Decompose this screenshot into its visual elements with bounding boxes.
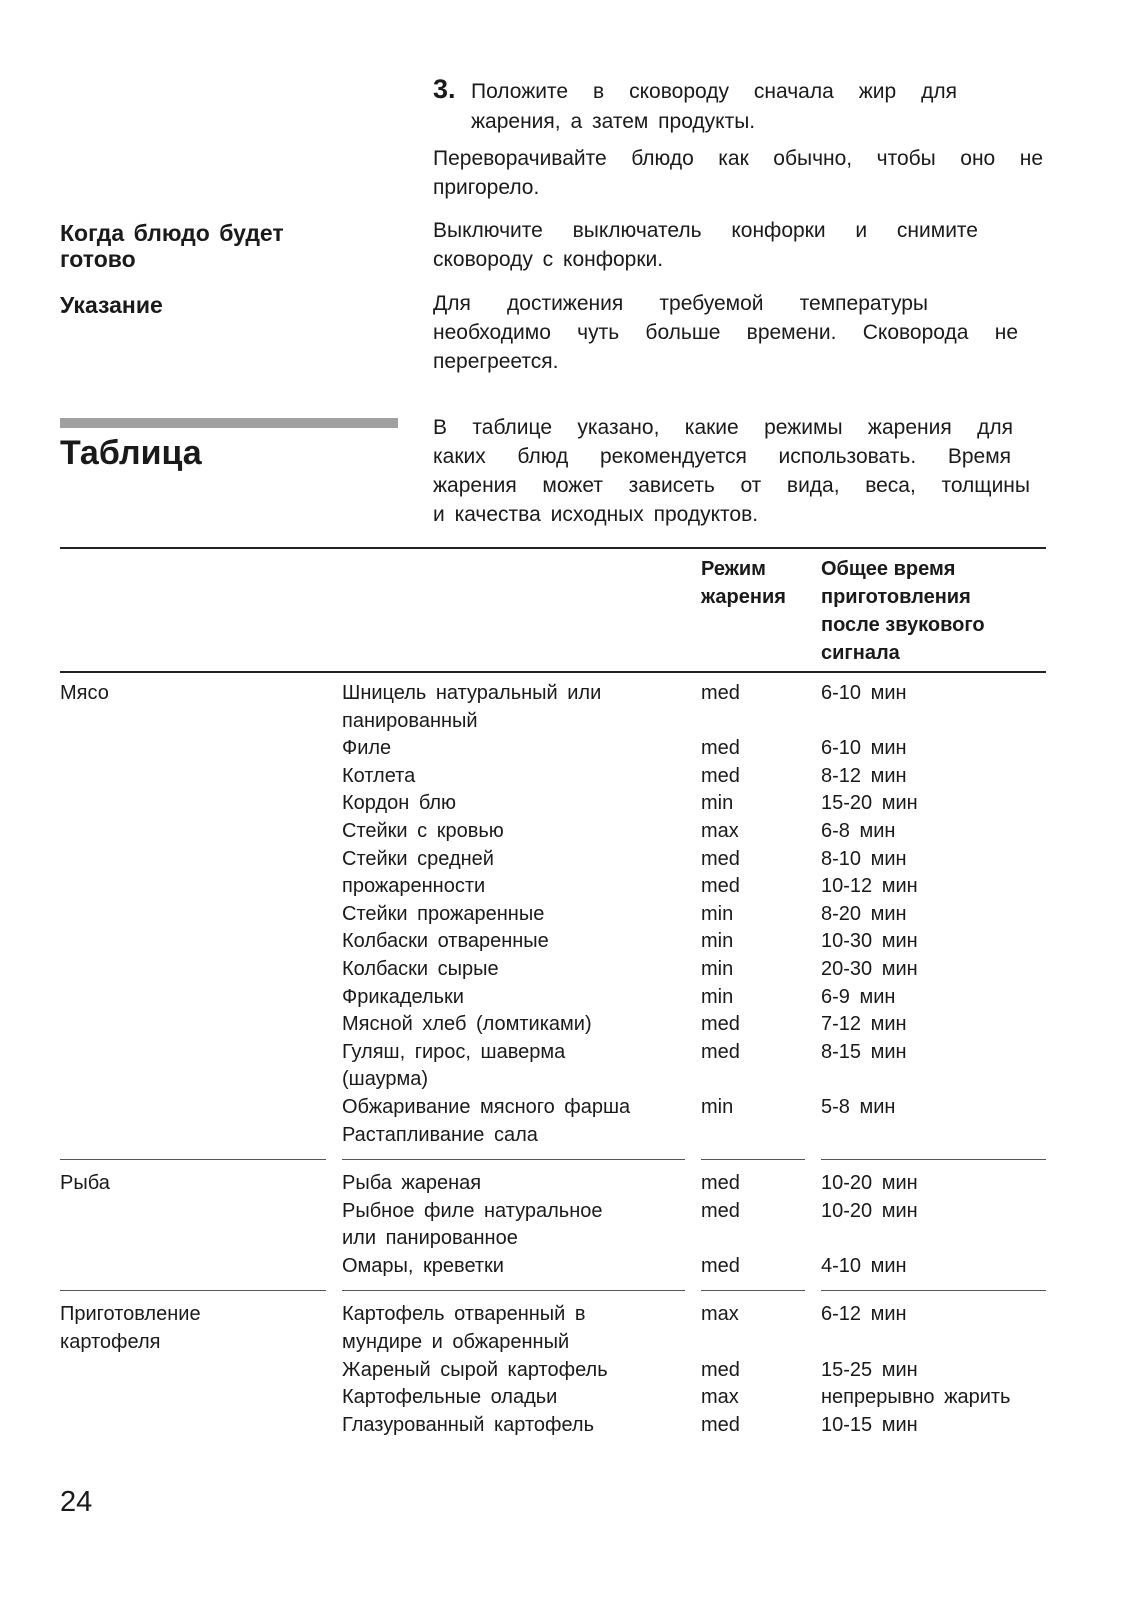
mode-cell <box>701 1122 821 1150</box>
mode-cell: max <box>701 1386 739 1409</box>
table-row <box>60 1170 1046 1198</box>
table-row <box>60 928 1046 956</box>
time-cell <box>821 1066 1046 1094</box>
category-cell <box>60 735 342 763</box>
dish-cell: Мясной хлеб (ломтиками) <box>342 1013 592 1036</box>
mode-cell: med <box>701 1413 740 1436</box>
dish-cell: Омары, креветки <box>342 1254 504 1277</box>
category-cell <box>60 1412 342 1440</box>
time-cell: 10-12 мин <box>821 875 918 898</box>
mode-cell: med <box>701 847 740 870</box>
intro-line: В таблице указано, какие режимы жарения для <box>433 416 1013 439</box>
category-cell <box>60 1301 342 1354</box>
step-text-line: Положите в сковороду сначала жир для <box>471 80 957 103</box>
mode-cell: med <box>701 1013 740 1036</box>
dish-cell: панированный <box>342 709 478 732</box>
table-row <box>60 1066 1046 1094</box>
group-separator <box>60 1290 1046 1291</box>
category-cell <box>60 1198 342 1226</box>
time-cell: 15-20 мин <box>821 792 918 815</box>
category-cell <box>60 1357 342 1385</box>
time-cell: 6-8 мин <box>821 819 896 842</box>
dish-cell: Обжаривание мясного фарша <box>342 1095 631 1118</box>
category-cell <box>60 984 342 1012</box>
time-cell: 8-15 мин <box>821 1040 907 1063</box>
dish-cell: Стейки с кровью <box>342 819 504 842</box>
category-cell <box>60 1384 342 1412</box>
page-number: 24 <box>60 1486 93 1518</box>
table-row <box>60 1039 1046 1067</box>
mode-cell: med <box>701 1199 740 1222</box>
turn-text-line: пригорело. <box>433 176 540 199</box>
dish-cell: прожаренности <box>342 875 486 898</box>
category-cell <box>60 1094 342 1122</box>
mode-cell: min <box>701 792 734 815</box>
mode-cell: med <box>701 1358 740 1381</box>
category-cell <box>60 1225 342 1253</box>
dish-cell: Стейки средней <box>342 847 494 870</box>
dish-cell: Котлета <box>342 764 416 787</box>
time-cell: 7-12 мин <box>821 1013 907 1036</box>
table-row <box>60 1225 1046 1253</box>
table-row <box>60 790 1046 818</box>
time-cell <box>821 1225 1046 1253</box>
table-row <box>60 1357 1046 1385</box>
table-row <box>60 873 1046 901</box>
section-bar <box>60 418 398 428</box>
table-body <box>60 680 1046 1439</box>
time-cell: 8-12 мин <box>821 764 907 787</box>
mode-cell: med <box>701 1040 740 1063</box>
time-cell: непрерывно жарить <box>821 1386 1011 1409</box>
intro-line: каких блюд рекомендуется использовать. Время <box>433 445 1011 468</box>
mode-cell <box>701 1066 821 1094</box>
table-row <box>60 1011 1046 1039</box>
table-row <box>60 708 1046 736</box>
time-cell: 6-12 мин <box>821 1303 907 1326</box>
dish-cell: Жареный сырой картофель <box>342 1358 608 1381</box>
group-separator <box>60 1159 1046 1160</box>
table-row <box>60 735 1046 763</box>
note-heading: Указание <box>60 292 163 318</box>
dish-cell: Шницель натуральный или <box>342 682 602 704</box>
table-row <box>60 984 1046 1012</box>
time-cell: 15-25 мин <box>821 1358 918 1381</box>
separator-segment <box>701 1159 805 1160</box>
mode-cell <box>701 708 821 736</box>
intro-line: и качества исходных продуктов. <box>433 503 759 526</box>
dish-cell: (шаурма) <box>342 1068 429 1091</box>
header-time-line: после звукового <box>821 614 985 636</box>
dish-cell: Растапливание сала <box>342 1123 538 1146</box>
separator-segment <box>60 1290 326 1291</box>
table-row <box>60 818 1046 846</box>
mode-cell: min <box>701 930 734 953</box>
mode-cell: med <box>701 682 740 704</box>
category-cell <box>60 846 342 874</box>
category-cell <box>60 956 342 984</box>
separator-segment <box>701 1290 805 1291</box>
ready-text-line: сковороду с конфорки. <box>433 248 664 271</box>
time-cell: 20-30 мин <box>821 957 918 980</box>
time-cell: 8-10 мин <box>821 847 907 870</box>
dish-cell: Картофельные оладьи <box>342 1386 558 1409</box>
table-row <box>60 956 1046 984</box>
header-time-line: сигнала <box>821 642 900 664</box>
header-time-line: Общее время <box>821 558 956 580</box>
ready-heading: Когда блюдо будет <box>60 220 284 246</box>
category-cell <box>60 1122 342 1150</box>
table-row <box>60 1253 1046 1281</box>
header-mode-line: Режим <box>701 558 766 580</box>
mode-cell: med <box>701 737 740 760</box>
category-cell <box>60 1039 342 1067</box>
intro-line: жарения может зависеть от вида, веса, толщины <box>433 474 1030 497</box>
separator-segment <box>60 1159 326 1160</box>
mode-cell <box>701 1225 821 1253</box>
mode-cell: med <box>701 764 740 787</box>
time-cell: 10-20 мин <box>821 1172 918 1195</box>
table-row <box>60 680 1046 708</box>
category-cell <box>60 708 342 736</box>
dish-cell: Колбаски сырые <box>342 957 499 980</box>
time-cell <box>821 1122 1046 1150</box>
separator-segment <box>821 1159 1046 1160</box>
table-row <box>60 1412 1046 1440</box>
time-cell: 10-30 мин <box>821 930 918 953</box>
category-cell <box>60 1011 342 1039</box>
table-row <box>60 846 1046 874</box>
section-heading: Таблица <box>60 434 202 472</box>
dish-cell: или панированное <box>342 1227 518 1250</box>
dish-cell: Рыба жареная <box>342 1172 482 1195</box>
dish-cell: Колбаски отваренные <box>342 930 549 953</box>
ready-text-line: Выключите выключатель конфорки и снимите <box>433 219 978 242</box>
header-time <box>821 555 985 667</box>
table-row <box>60 763 1046 791</box>
dish-cell: Рыбное филе натуральное <box>342 1199 603 1222</box>
mode-cell: min <box>701 985 734 1008</box>
table-row <box>60 1094 1046 1122</box>
separator-segment <box>821 1290 1046 1291</box>
mode-cell: med <box>701 875 740 898</box>
mode-cell: min <box>701 902 734 925</box>
dish-cell: Картофель отваренный в <box>342 1303 586 1326</box>
time-cell: 4-10 мин <box>821 1254 907 1277</box>
note-text-line: перегреется. <box>433 350 559 373</box>
mode-cell: min <box>701 1095 734 1118</box>
ready-heading: готово <box>60 246 136 272</box>
dish-cell: Стейки прожаренные <box>342 902 545 925</box>
dish-cell: Глазурованный картофель <box>342 1413 595 1436</box>
time-cell <box>821 1329 1046 1357</box>
category-cell <box>60 790 342 818</box>
time-cell: 5-8 мин <box>821 1095 896 1118</box>
time-cell <box>821 708 1046 736</box>
turn-text-line: Переворачивайте блюдо как обычно, чтобы оно не <box>433 147 1043 170</box>
table-row <box>60 1122 1046 1150</box>
category-cell <box>60 763 342 791</box>
mode-cell: med <box>701 1172 740 1195</box>
category-cell <box>60 928 342 956</box>
table-row <box>60 1384 1046 1412</box>
category-cell <box>60 1253 342 1281</box>
mode-cell: med <box>701 1254 740 1277</box>
header-mode-line: жарения <box>701 586 786 608</box>
dish-cell: Филе <box>342 737 392 760</box>
note-text-line: Для достижения требуемой температуры <box>433 292 928 315</box>
note-text-line: необходимо чуть больше времени. Сковорода не <box>433 321 1018 344</box>
table-row <box>60 1198 1046 1226</box>
header-time-line: приготовления <box>821 586 971 608</box>
dish-cell: Гуляш, гирос, шаверма <box>342 1040 566 1063</box>
table-header-rule <box>60 671 1046 673</box>
category-label: Приготовление картофеля <box>60 1303 201 1354</box>
dish-cell: мундире и обжаренный <box>342 1331 570 1354</box>
category-cell <box>60 873 342 901</box>
time-cell: 6-9 мин <box>821 985 896 1008</box>
separator-segment <box>342 1159 685 1160</box>
mode-cell <box>701 1329 821 1357</box>
time-cell: 6-10 мин <box>821 737 907 760</box>
mode-cell: max <box>701 819 739 842</box>
time-cell: 10-20 мин <box>821 1199 918 1222</box>
step-text-line: жарения, а затем продукты. <box>471 110 756 133</box>
category-cell <box>60 1329 342 1357</box>
time-cell: 8-20 мин <box>821 902 907 925</box>
time-cell: 6-10 мин <box>821 682 907 704</box>
header-mode <box>701 555 786 611</box>
category-cell: Мясо <box>60 682 109 704</box>
category-cell: Рыба <box>60 1172 110 1195</box>
dish-cell: Кордон блю <box>342 792 457 815</box>
dish-cell: Фрикадельки <box>342 985 464 1008</box>
table-top-rule <box>60 547 1046 549</box>
category-cell <box>60 1066 342 1094</box>
table-row <box>60 901 1046 929</box>
time-cell: 10-15 мин <box>821 1413 918 1436</box>
category-cell <box>60 818 342 846</box>
mode-cell: min <box>701 957 734 980</box>
separator-segment <box>342 1290 685 1291</box>
category-cell <box>60 901 342 929</box>
table-row <box>60 1329 1046 1357</box>
mode-cell: max <box>701 1303 739 1326</box>
step-number: 3. <box>433 74 456 104</box>
